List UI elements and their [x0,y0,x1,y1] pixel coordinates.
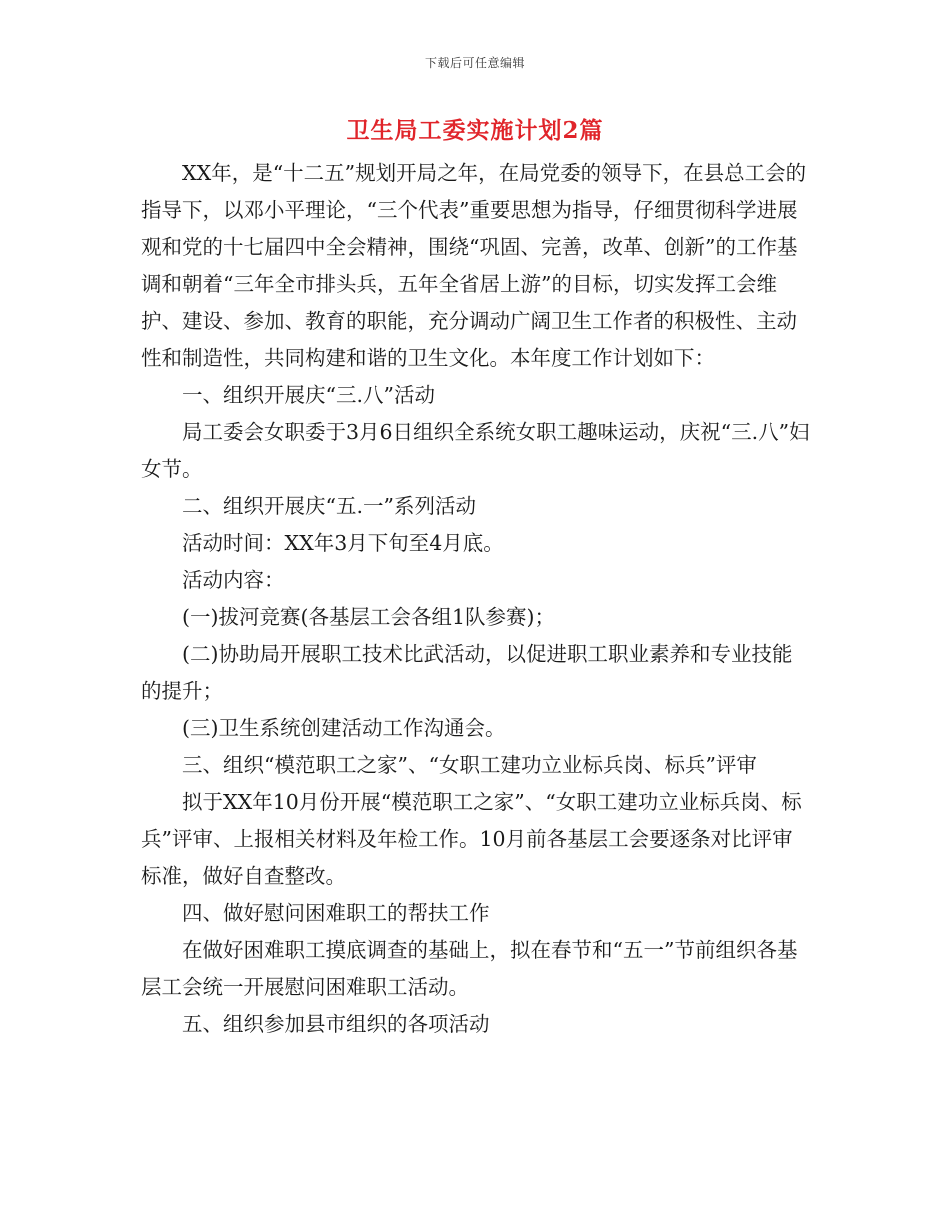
paragraph: 在做好困难职工摸底调查的基础上，拟在春节和“五一”节前组织各基层工会统一开展慰问困难职工活动。 [141,938,798,999]
section-heading-1: 一、组织开展庆“三.八”活动 [182,383,435,407]
paragraph: 拟于XX年10月份开展“模范职工之家”、“女职工建功立业标兵岗、标兵”评审、上报相关材料及年检工作。10月前各基层工会要逐条对比评审标准，做好自查整改。 [141,790,802,888]
paragraph: 局工委会女职委于3月6日组织全系统女职工趣味运动，庆祝“三.八”妇女节。 [141,420,810,481]
document-body [141,155,811,1043]
list-item: (二)协助局开展职工技术比武活动，以促进职工职业素养和专业技能的提升； [141,642,793,703]
list-item: (一)拔河竞赛(各基层工会各组1队参赛)； [182,605,556,629]
page-header-note: 下载后可任意编辑 [424,56,525,70]
section-heading-3: 三、组织“模范职工之家”、“女职工建功立业标兵岗、标兵”评审 [182,753,757,777]
paragraph: 活动时间：XX年3月下旬至4月底。 [182,531,504,555]
paragraph: 活动内容： [182,568,285,592]
section-heading-2: 二、组织开展庆“五.一”系列活动 [182,494,476,518]
section-heading-4: 四、做好慰问困难职工的帮扶工作 [182,901,490,925]
list-item: (三)卫生系统创建活动工作沟通会。 [182,716,506,740]
document-title: 卫生局工委实施计划2篇 [346,117,604,144]
paragraph-intro: XX年，是“十二五”规划开局之年，在局党委的领导下，在县总工会的指导下，以邓小平理论，“三个代表”重要思想为指导，仔细贯彻科学进展观和党的十七届四中全会精神，围绕“巩固、完善，改革、创新”的工作基调和朝着“三年全市排头兵，五年全省居上游”的目标，切实发挥工会维护、建设、参加、教育的职能，充分调动广阔卫生工作者的积极性、主动性和制造性，共同构建和谐的卫生文化。本年度工作计划如下： [141,161,807,370]
section-heading-5: 五、组织参加县市组织的各项活动 [182,1012,490,1036]
